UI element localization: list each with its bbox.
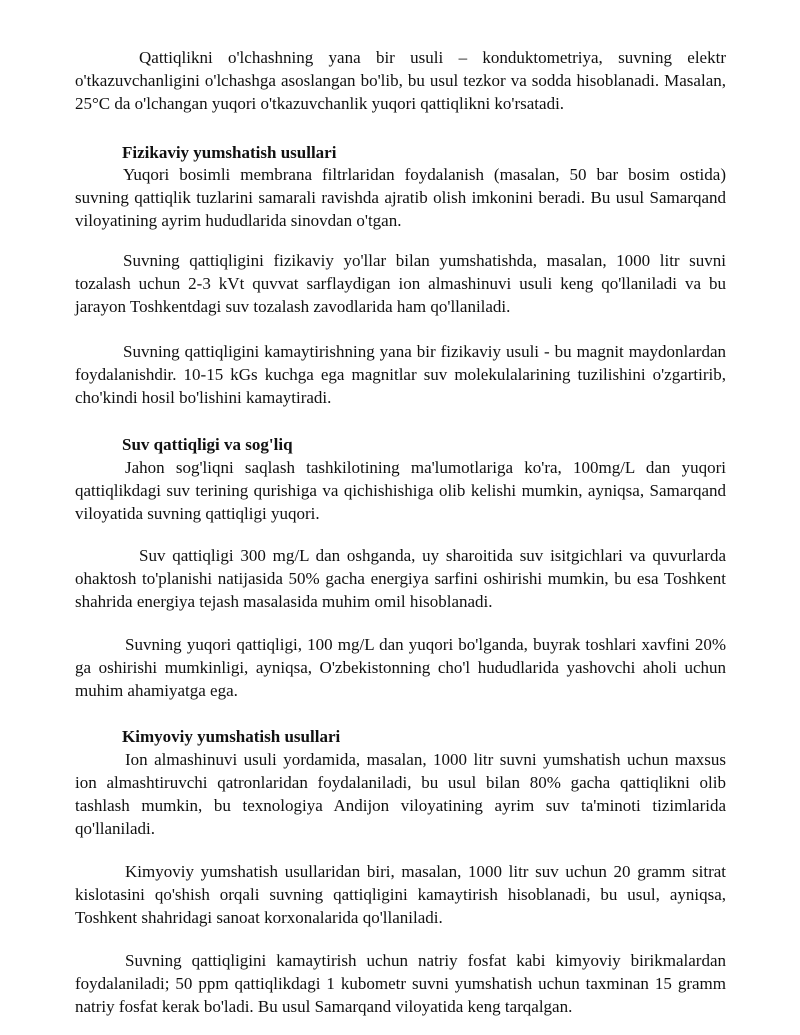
paragraph-energy-consumption: Suv qattiqligi 300 mg/L dan oshganda, uy sharoitida suv isitgichlari va quvurlarda ohaktosh to'planishi natijasida 50% gacha energiya sarfini oshirishi mumkin, bu esa Toshkent shahrida energiya tejash masalasida muhim omil hisoblanadi.: [75, 546, 726, 611]
paragraph-magnetic-fields: Suvning qattiqligini kamaytirishning yana bir fizikaviy usuli - bu magnit maydonlardan foydalanishdir. 10-15 kGs kuchga ega magnitlar suv molekulalarining tuzilishini o'zgartirib, cho'kindi hosil bo'lishini kamaytiradi.: [75, 342, 726, 407]
paragraph-ion-exchange-physical: Suvning qattiqligini fizikaviy yo'llar bilan yumshatishda, masalan, 1000 litr suvni tozalash uchun 2-3 kVt quvvat sarflaydigan ion almashinuvi usuli keng qo'llaniladi va bu jarayon Toshkentdagi suv tozalash zavodlarida ham qo'llaniladi.: [75, 251, 726, 316]
paragraph-ion-exchange-resins: Ion almashinuvi usuli yordamida, masalan, 1000 litr suvni yumshatish uchun maxsus ion almashtiruvchi qatronlaridan foydalaniladi, bu usul bilan 80% gacha qattiqlikni olib tashlash mumkin, bu texnologiya Andijon viloyatining ayrim suv ta'minoti tizimlarida qo'llaniladi.: [75, 750, 726, 838]
paragraph-membrane-filters: Yuqori bosimli membrana filtrlaridan foydalanish (masalan, 50 bar bosim ostida) suvning qattiqlik tuzlarini samarali ravishda ajratib olish imkonini beradi. Bu usul Samarqand viloyatining ayrim hududlarida sinovdan o'tgan.: [75, 165, 726, 230]
paragraph-citric-acid: Kimyoviy yumshatish usullaridan biri, masalan, 1000 litr suv uchun 20 gramm sitrat kislotasini qo'shish orqali suvning qattiqligini kamaytirish hisoblanadi, bu usul, ayniqsa, Toshkent shahridagi sanoat korxonalarida qo'llaniladi.: [75, 862, 726, 927]
paragraph-kidney-stones: Suvning yuqori qattiqligi, 100 mg/L dan yuqori bo'lganda, buyrak toshlari xavfini 20% ga oshirishi mumkinligi, ayniqsa, O'zbekistonning cho'l hududlarida yashovchi aholi uchun muhim ahamiyatga ega.: [75, 635, 726, 700]
paragraph-conductometry: Qattiqlikni o'lchashning yana bir usuli – konduktometriya, suvning elektr o'tkazuvchanligini o'lchashga asoslangan bo'lib, bu usul tezkor va sodda hisoblanadi. Masalan, 25°C da o'lchangan yuqori o'tkazuvchanlik yuqori qattiqlikni ko'rsatadi.: [75, 48, 726, 113]
heading-chemical-softening: Kimyoviy yumshatish usullari: [122, 727, 341, 746]
paragraph-sodium-phosphate: Suvning qattiqligini kamaytirish uchun natriy fosfat kabi kimyoviy birikmalardan foydalaniladi; 50 ppm qattiqlikdagi 1 kubometr suvni yumshatish uchun taxminan 15 gramm natriy fosfat kerak bo'ladi. Bu usul Samarqand viloyatida keng tarqalgan.: [75, 951, 726, 1016]
paragraph-who-data: Jahon sog'liqni saqlash tashkilotining ma'lumotlariga ko'ra, 100mg/L dan yuqori qattiqlikdagi suv terining qurishiga va qichishishiga olib kelishi mumkin, ayniqsa, Samarqand viloyatida suvning qattiqligi yuqori.: [75, 458, 726, 523]
heading-hardness-health: Suv qattiqligi va sog'liq: [122, 435, 293, 454]
heading-physical-softening: Fizikaviy yumshatish usullari: [122, 143, 337, 162]
